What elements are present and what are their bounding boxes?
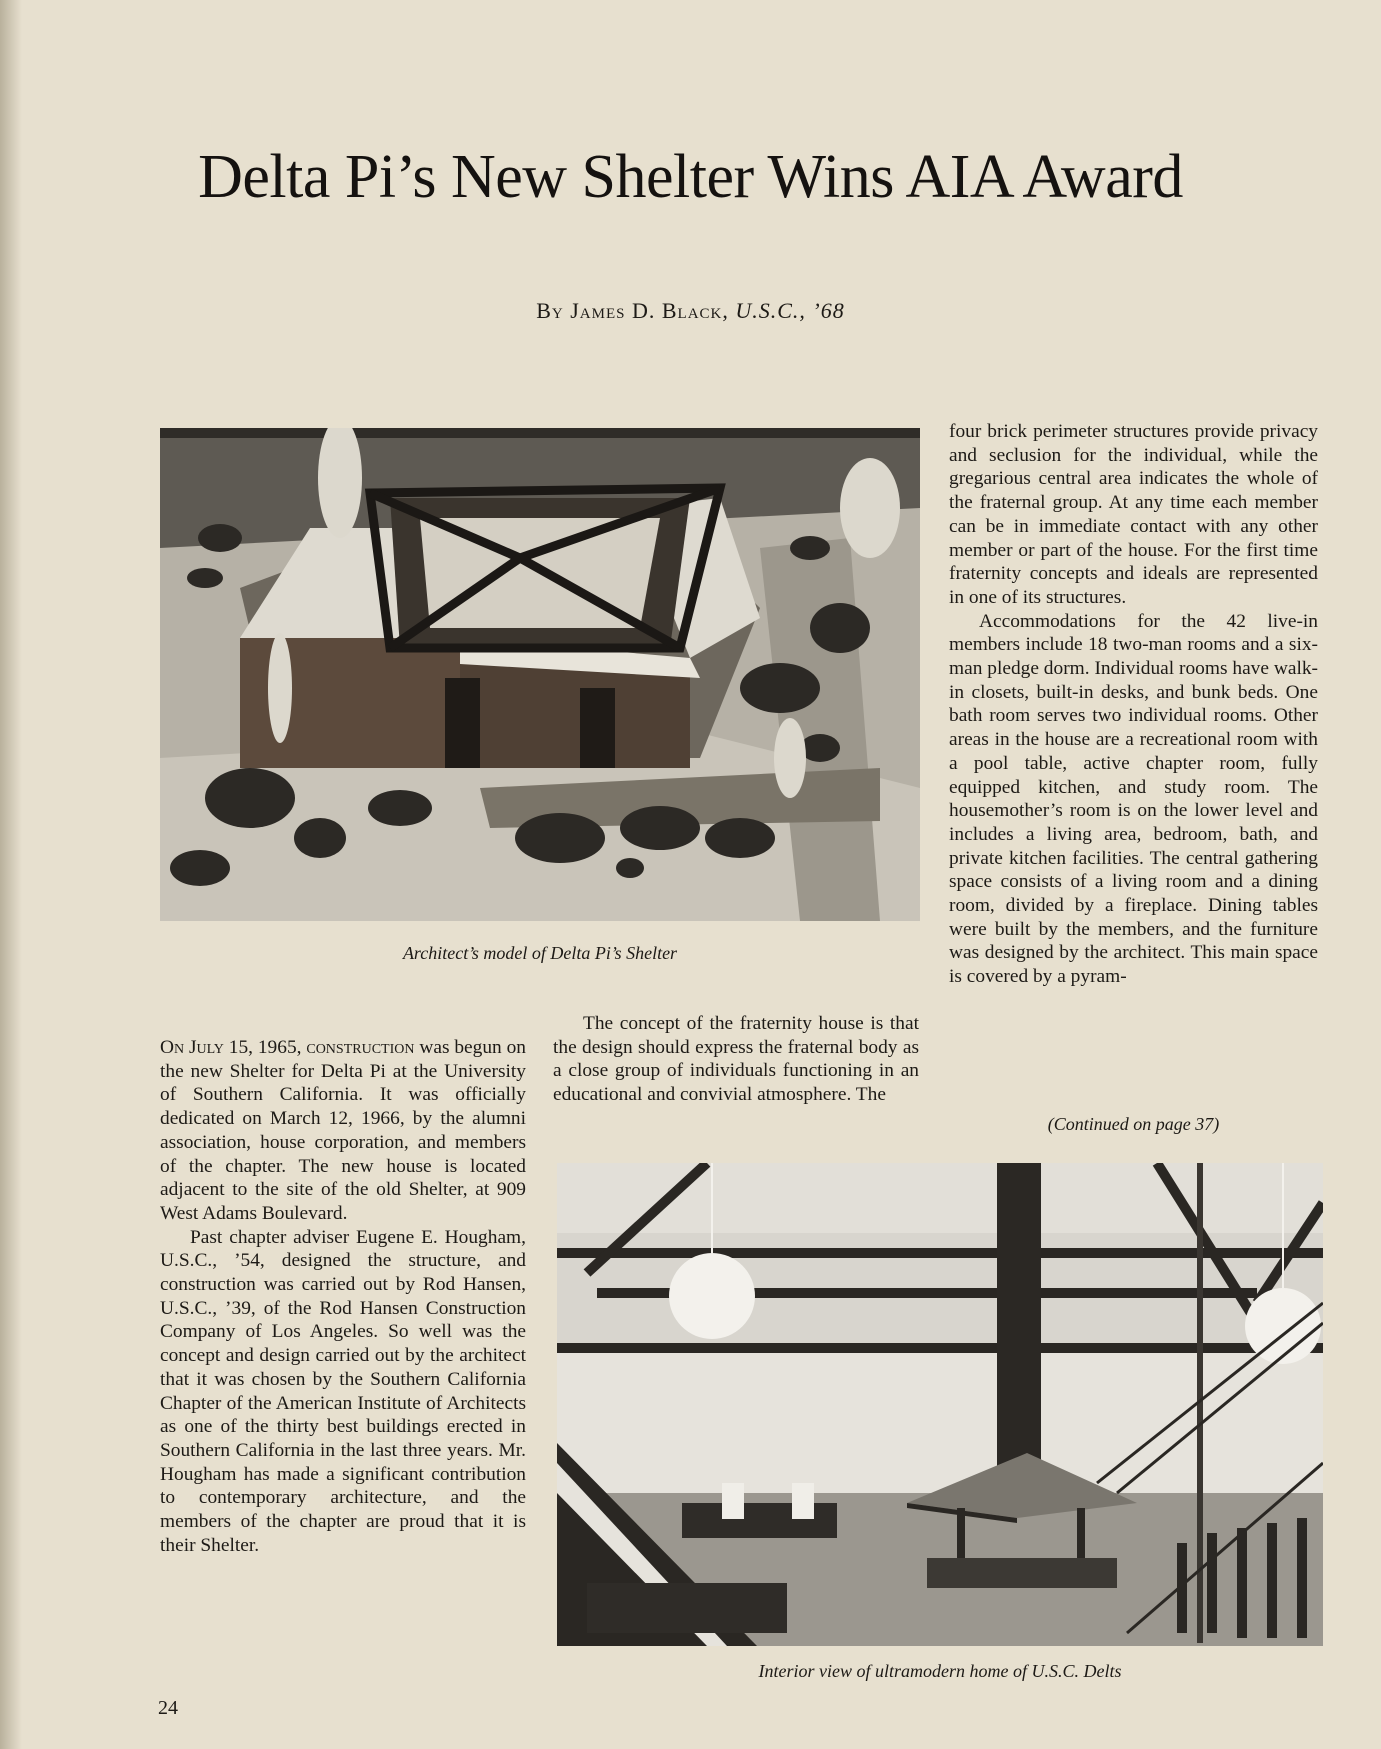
paragraph-lead-in: On July 15, 1965, construction [160,1037,415,1058]
paragraph: Past chapter adviser Eugene E. Hougham, U.S.C., ’54, designed the structure, and construction was carried out by Rod Hansen, U.S.C., ’39, of the Rod Hansen Construction Company of Los Angeles. So well was the concept and design carried out by the architect that it was chosen by the Southern California Chapter of the American Institute of Architects as one of the thirty best buildings erected in Southern California in the last three years. Mr. Hougham has made a significant contribution to contemporary architecture, and the members of the chapter are proud that it is their Shelter. [160,1226,526,1556]
paragraph: The concept of the fraternity house is that the design should express the fraternal body as a close group of individuals functioning in an educational and convivial atmosphere. The [553,1013,919,1106]
architect-model-photo [160,428,920,921]
paragraph: Accommodations for the 42 live-in members include 18 two-man rooms and a six-man pledge dorm. Individual rooms have walk-in closets, built-in desks, and bunk beds. One bath room serves two individual rooms. Other areas in the house are a recreational room with a pool table, active chapter room, fully equipped kitchen, and study room. The housemother’s room is on the lower level and includes a living area, bedroom, bath, and private kitchen facilities. The central gathering space consists of a living room and a dining room, divided by a fireplace. Dining tables were built by the members, and the furniture was designed by the architect. This main space is covered by a pyram- [949,610,1318,988]
interior-photo [557,1163,1323,1646]
byline-name: James D. Black, [570,298,729,323]
body-column-3 [949,420,1318,989]
model-caption: Architect’s model of Delta Pi’s Shelter [402,943,678,963]
page-gutter [0,0,22,1749]
paragraph-text: was begun on the new Shelter for Delta Pi at the University of Southern California. It was officially dedicated on March 12, 1966, by the alumni association, house corporation, and members of the chapter. The new house is located adjacent to the site of the old Shelter, at 909 West Adams Boulevard. [160,1037,526,1224]
continued-note: (Continued on page 37) [1047,1114,1220,1134]
byline [0,298,1381,324]
page-number: 24 [158,1697,178,1719]
byline-credential: U.S.C., ’68 [735,298,845,323]
body-column-2 [553,1012,919,1107]
article-title: Delta Pi’s New Shelter Wins AIA Award [198,143,1183,211]
paragraph: four brick perimeter structures provide privacy and seclusion for the individual, while the gregarious central area indicates the whole of the fraternal group. At any time each member can be in immediate contact with any other member or part of the house. For the first time fraternity concepts and ideals are represented in one of its structures. [949,421,1318,608]
interior-caption: Interior view of ultramodern home of U.S.C. Delts [758,1661,1122,1681]
paragraph [160,1036,526,1226]
byline-by: By [536,298,564,323]
body-column-1 [160,1036,526,1557]
